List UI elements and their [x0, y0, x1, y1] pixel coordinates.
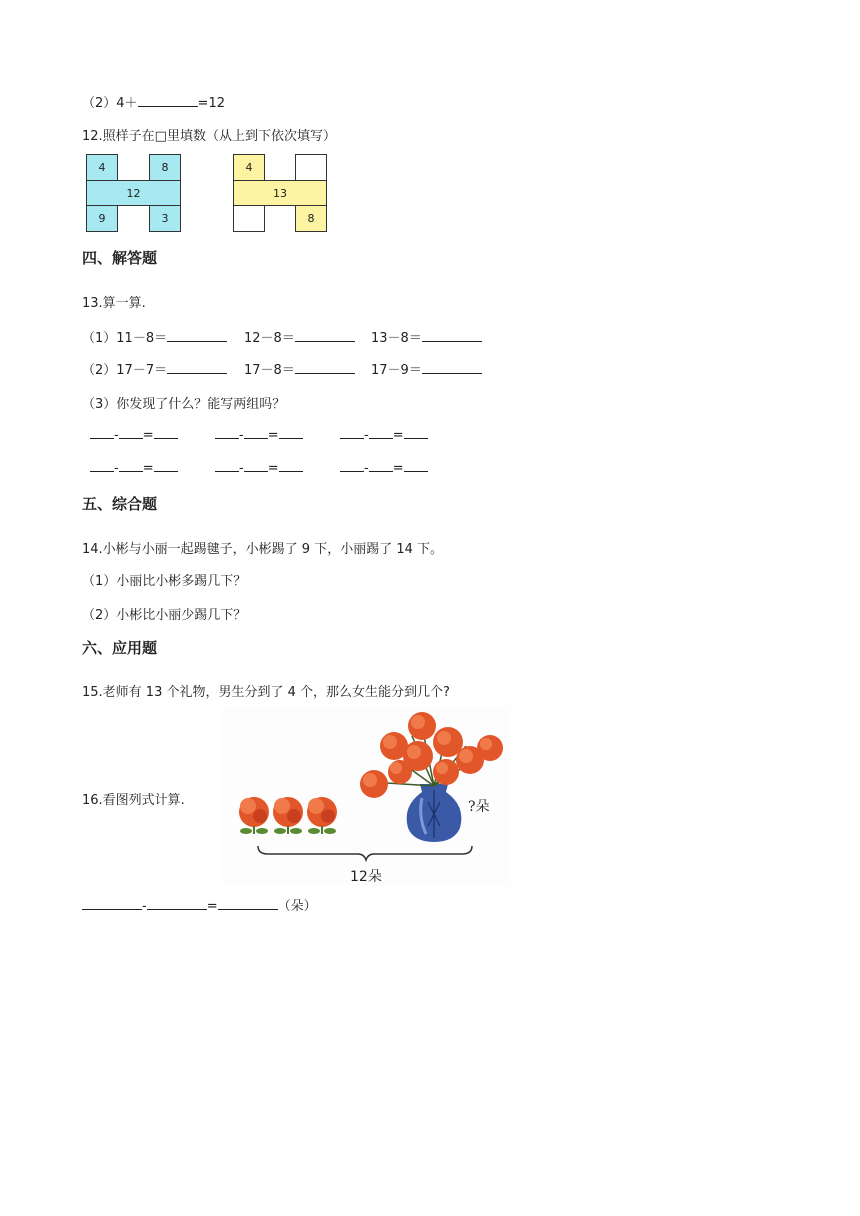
minus-sign: -	[142, 899, 147, 914]
answer-blank[interactable]	[218, 897, 278, 910]
blank-equation	[90, 426, 178, 443]
q11-part2-suffix: =12	[197, 96, 225, 111]
answer-blank[interactable]	[340, 459, 364, 472]
equation: 12－8＝	[244, 331, 295, 346]
answer-blank[interactable]	[167, 361, 227, 374]
equation: 13－8＝	[371, 331, 422, 346]
task-top-left: 4	[233, 154, 265, 181]
answer-blank[interactable]	[404, 426, 428, 439]
example-top-left: 4	[86, 154, 118, 181]
answer-blank[interactable]	[147, 897, 207, 910]
total-label: 12朵	[350, 869, 382, 885]
answer-blank[interactable]	[138, 94, 198, 107]
blank-equation	[90, 459, 178, 476]
example-top-right: 8	[149, 154, 181, 181]
task-bottom-right: 8	[295, 205, 327, 232]
equation: 17－9＝	[371, 363, 422, 378]
task-middle: 13	[233, 180, 327, 206]
example-bottom-right: 3	[149, 205, 181, 232]
q13-row2-eq2	[244, 359, 355, 378]
q16-answer-row	[82, 895, 317, 914]
answer-blank[interactable]	[422, 361, 482, 374]
minus-sign: -	[364, 461, 369, 476]
q16-text: 16.看图列式计算.	[82, 793, 185, 808]
equals-sign: =	[392, 461, 404, 476]
section-4-heading: 四、解答题	[82, 249, 158, 267]
answer-blank[interactable]	[295, 329, 355, 342]
task-top-right-box[interactable]	[295, 154, 327, 181]
row-label: （2）	[82, 363, 117, 378]
q11-part2-prefix: （2）4＋	[82, 96, 138, 111]
answer-blank[interactable]	[295, 361, 355, 374]
q13-row2-eq3	[371, 359, 482, 378]
equation: 11－8＝	[116, 331, 168, 346]
blank-equation	[215, 426, 303, 443]
answer-blank[interactable]	[404, 459, 428, 472]
equals-sign: =	[142, 461, 154, 476]
equals-sign: =	[142, 428, 154, 443]
vase	[407, 784, 462, 842]
q13-row1-eq2	[244, 327, 355, 346]
answer-blank[interactable]	[340, 426, 364, 439]
answer-blank[interactable]	[154, 426, 178, 439]
answer-blank[interactable]	[244, 426, 268, 439]
q14-part1: （1）小丽比小彬多踢几下？	[82, 574, 247, 589]
section-6-heading: 六、应用题	[82, 639, 158, 657]
bouquet	[360, 712, 503, 798]
flowers-svg	[222, 706, 510, 886]
minus-sign: -	[239, 461, 244, 476]
q15-text: 15.老师有 13 个礼物，男生分到了 4 个，那么女生能分到几个?	[82, 685, 450, 700]
example-middle: 12	[86, 180, 181, 206]
q14-part2: （2）小彬比小丽少踢几下？	[82, 608, 247, 623]
answer-blank[interactable]	[90, 426, 114, 439]
answer-blank[interactable]	[279, 426, 303, 439]
equation: 17－8＝	[244, 363, 295, 378]
q13-row3: （3）你发现了什么？能写两组吗？	[82, 397, 286, 412]
blank-equation	[215, 459, 303, 476]
answer-blank[interactable]	[119, 459, 143, 472]
flowers-illustration	[222, 706, 510, 886]
q14-text: 14.小彬与小丽一起踢毽子，小彬踢了 9 下，小丽踢了 14 下。	[82, 542, 444, 557]
q11-part2	[82, 92, 225, 111]
answer-blank[interactable]	[154, 459, 178, 472]
minus-sign: -	[364, 428, 369, 443]
blank-equation	[340, 459, 428, 476]
loose-flower	[307, 797, 337, 834]
row-label: （1）	[82, 331, 117, 346]
answer-blank[interactable]	[119, 426, 143, 439]
q12-text: 12.照样子在□里填数（从上到下依次填写）	[82, 129, 336, 144]
equals-sign: =	[267, 461, 279, 476]
q13-row2	[82, 359, 227, 378]
minus-sign: -	[114, 428, 119, 443]
total-brace	[258, 846, 472, 860]
loose-flower	[273, 797, 303, 834]
minus-sign: -	[239, 428, 244, 443]
task-bottom-left-box[interactable]	[233, 205, 265, 232]
question-label: ?朵	[468, 799, 490, 815]
answer-blank[interactable]	[215, 459, 239, 472]
loose-flower	[239, 797, 269, 834]
answer-blank[interactable]	[244, 459, 268, 472]
answer-blank[interactable]	[215, 426, 239, 439]
equals-sign: =	[267, 428, 279, 443]
answer-blank[interactable]	[90, 459, 114, 472]
answer-blank[interactable]	[279, 459, 303, 472]
equals-sign: =	[206, 899, 218, 914]
equation: 17－7＝	[116, 363, 168, 378]
answer-blank[interactable]	[422, 329, 482, 342]
equals-sign: =	[392, 428, 404, 443]
answer-blank[interactable]	[82, 897, 142, 910]
answer-blank[interactable]	[369, 459, 393, 472]
minus-sign: -	[114, 461, 119, 476]
section-5-heading: 五、综合题	[82, 495, 158, 513]
example-bottom-left: 9	[86, 205, 118, 232]
q13-row1-eq3	[371, 327, 482, 346]
q13-text: 13.算一算.	[82, 296, 146, 311]
blank-equation	[340, 426, 428, 443]
q13-row1	[82, 327, 227, 346]
answer-blank[interactable]	[167, 329, 227, 342]
unit-label: （朵）	[277, 899, 317, 914]
answer-blank[interactable]	[369, 426, 393, 439]
